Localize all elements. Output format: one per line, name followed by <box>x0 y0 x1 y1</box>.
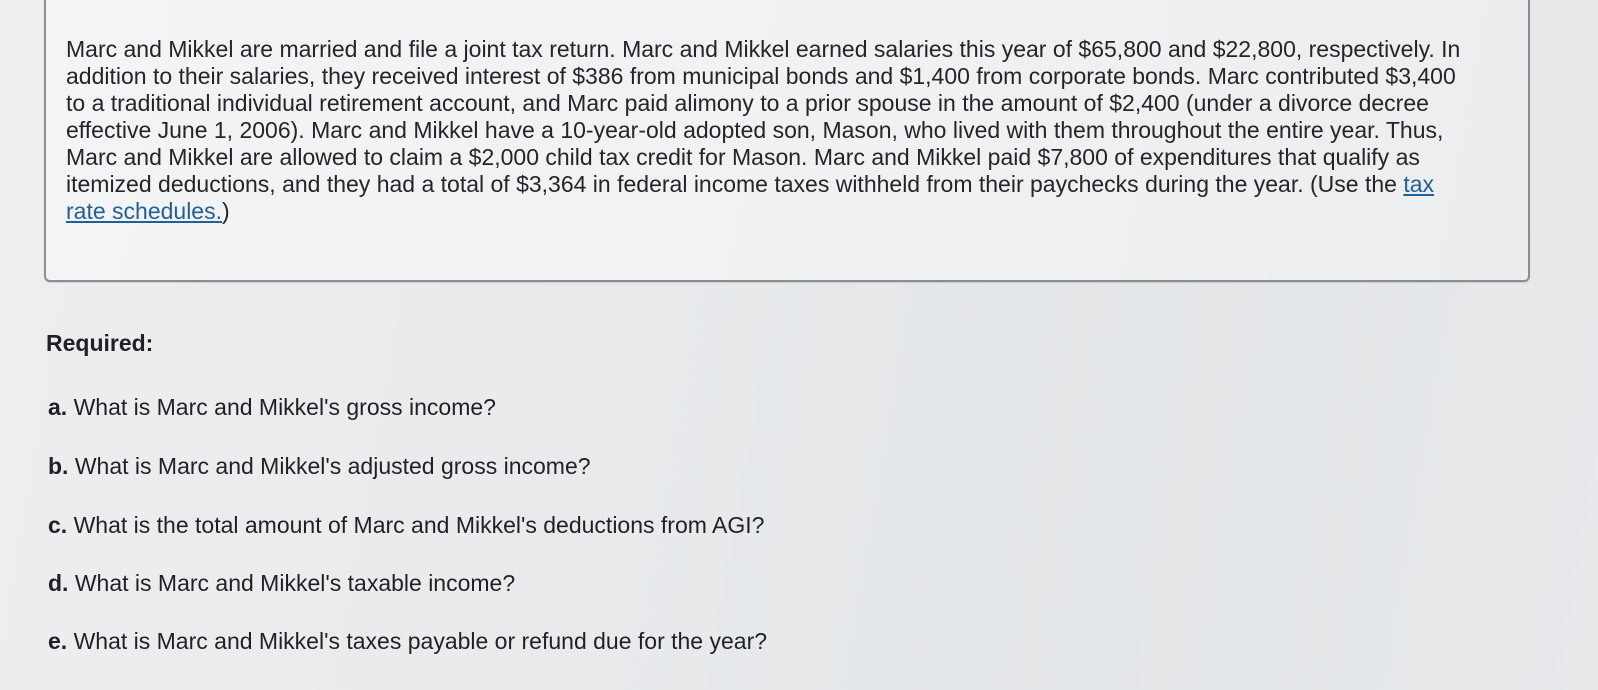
question-letter: d. <box>48 570 69 596</box>
question-text: What is Marc and Mikkel's gross income? <box>73 394 496 420</box>
problem-statement-text <box>66 36 1471 225</box>
problem-body: Marc and Mikkel are married and file a joint tax return. Marc and Mikkel earned salaries this year of $65,800 and $22,800, respectively. In addition to their salaries, they received interest of $386 from municipal bonds and $1,400 from corporate bonds. Marc contributed $3,400 to a traditional individual retirement account, and Marc paid alimony to a prior spouse in the amount of $2,400 (under a divorce decree effective June 1, 2006). Marc and Mikkel have a 10-year-old adopted son, Mason, who lived with them throughout the entire year. Thus, Marc and Mikkel are allowed to claim a $2,000 child tax credit for Mason. Marc and Mikkel paid $7,800 of expenditures that qualify as itemized deductions, and they had a total of $3,364 in federal income taxes withheld from their paychecks during the year. (Use the <box>66 36 1461 197</box>
question-text: What is Marc and Mikkel's adjusted gross income? <box>74 453 591 479</box>
question-b <box>48 453 591 480</box>
question-text: What is the total amount of Marc and Mikkel's deductions from AGI? <box>73 512 765 538</box>
required-heading: Required: <box>46 330 154 356</box>
question-letter: b. <box>48 453 69 479</box>
question-letter: e. <box>48 628 68 654</box>
question-letter: c. <box>48 512 68 538</box>
question-a <box>48 394 496 421</box>
question-d <box>48 570 515 597</box>
question-e <box>48 628 767 655</box>
tax-rate-schedules-link[interactable]: tax rate schedules. <box>66 171 1435 224</box>
problem-closing-paren: ) <box>221 198 230 224</box>
question-text: What is Marc and Mikkel's taxes payable or refund due for the year? <box>73 628 768 654</box>
question-c <box>48 512 764 539</box>
question-letter: a. <box>48 394 68 420</box>
question-text: What is Marc and Mikkel's taxable income? <box>74 570 516 596</box>
